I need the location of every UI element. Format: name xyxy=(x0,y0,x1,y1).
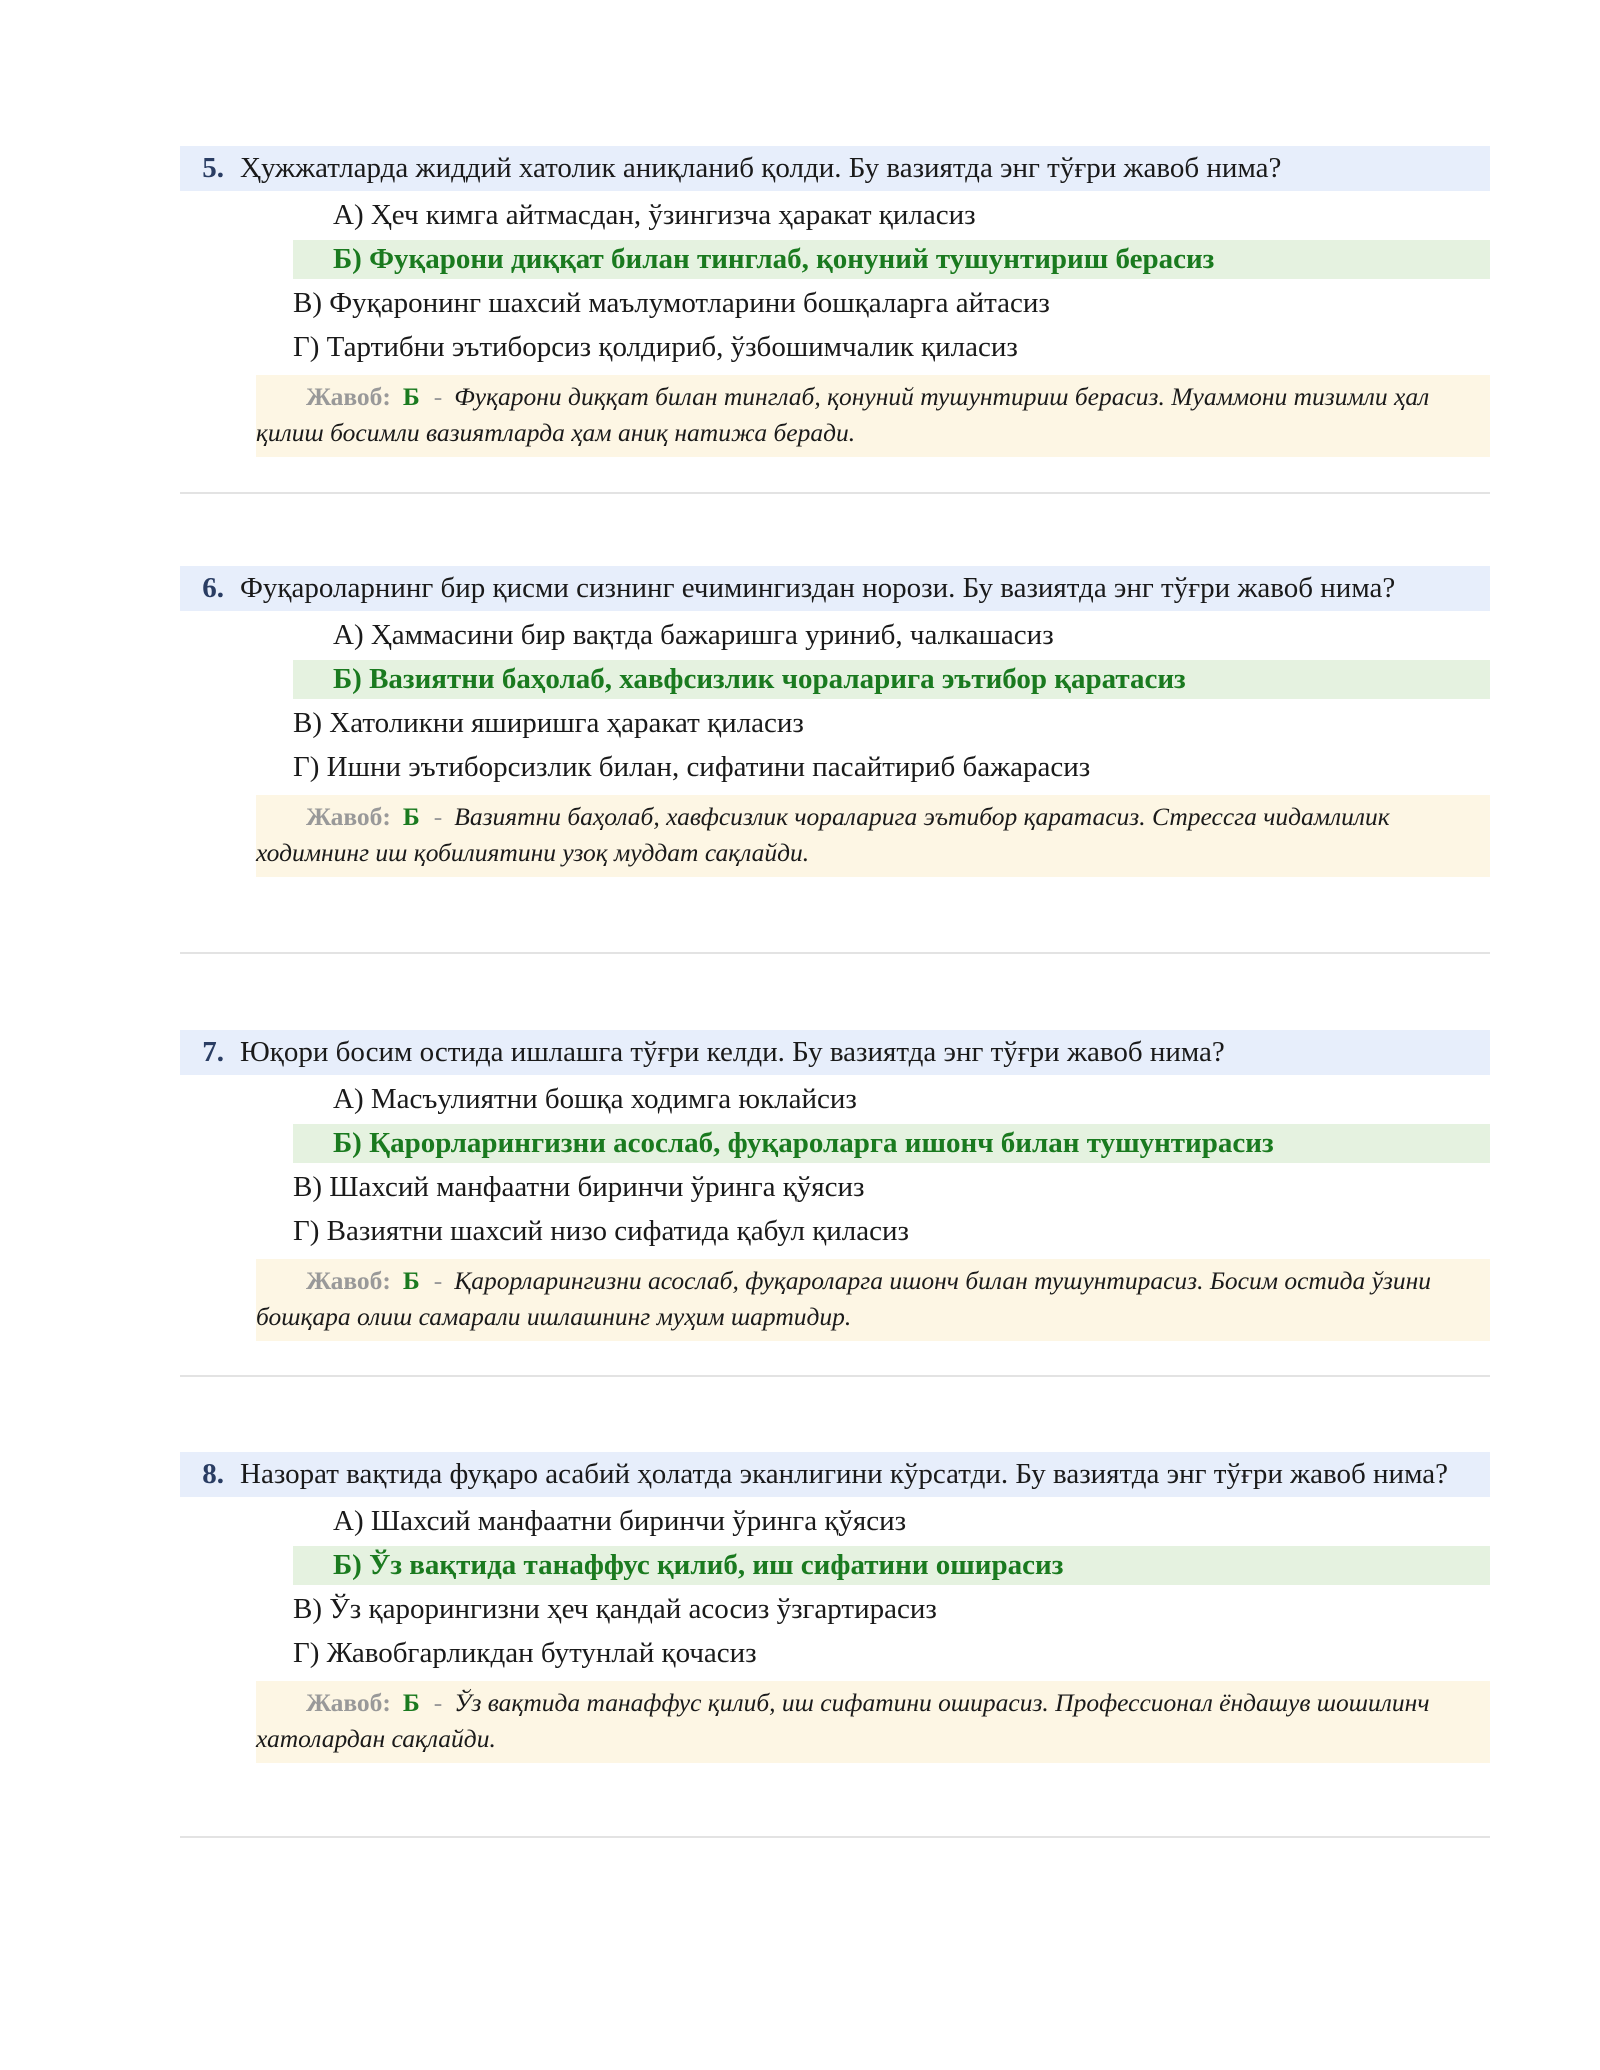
option-g: Г) Вазиятни шахсий низо сифатида қабул қиласиз xyxy=(293,1215,909,1247)
question-number: 6. xyxy=(202,572,224,604)
question-block xyxy=(180,1452,1490,1763)
question-block xyxy=(180,566,1490,877)
answer-key: Б xyxy=(402,382,420,411)
option-b-correct: Б) Қарорларингизни асослаб, фуқароларга ишонч билан тушунтирасиз xyxy=(293,1124,1490,1163)
question-number: 8. xyxy=(202,1458,224,1490)
section-divider xyxy=(180,952,1490,954)
answer-dash: - xyxy=(433,1266,443,1295)
answer-explanation xyxy=(256,375,1490,457)
option-b-correct: Б) Вазиятни баҳолаб, хавфсизлик чораларига эътибор қаратасиз xyxy=(293,660,1490,699)
answer-dash: - xyxy=(433,802,443,831)
question-text: Фуқароларнинг бир қисми сизнинг ечимингиздан норози. Бу вазиятда энг тўғри жавоб нима? xyxy=(240,572,1396,604)
question-block xyxy=(180,1030,1490,1341)
option-b-correct: Б) Фуқарони диққат билан тинглаб, қонуний тушунтириш берасиз xyxy=(293,240,1490,279)
answer-explanation xyxy=(256,1681,1490,1763)
answer-label: Жавоб: xyxy=(306,382,391,411)
answer-explanation xyxy=(256,795,1490,877)
option-a: А) Ҳеч кимга айтмасдан, ўзингизча ҳаракат қиласиз xyxy=(333,199,976,231)
answer-key: Б xyxy=(402,802,420,831)
question-text: Юқори босим остида ишлашга тўғри келди. Бу вазиятда энг тўғри жавоб нима? xyxy=(240,1036,1225,1068)
answer-label: Жавоб: xyxy=(306,1688,391,1717)
option-g: Г) Ишни эътиборсизлик билан, сифатини пасайтириб бажарасиз xyxy=(293,751,1091,783)
answer-text: Қарорларингизни асослаб, фуқароларга ишонч билан тушунтирасиз. Босим остида ўзини бошқара олиш самарали ишлашнинг муҳим шартидир. xyxy=(256,1266,1432,1331)
section-divider xyxy=(180,492,1490,494)
question-heading xyxy=(180,566,1490,611)
option-a: А) Ҳаммасини бир вақтда бажаришга уриниб, чалкашасиз xyxy=(333,619,1054,651)
section-divider xyxy=(180,1836,1490,1838)
answer-key: Б xyxy=(402,1688,420,1717)
question-heading xyxy=(180,146,1490,191)
question-heading xyxy=(180,1452,1490,1497)
answer-text: Вазиятни баҳолаб, хавфсизлик чораларига эътибор қаратасиз. Стрессга чидамлилик ходимнинг иш қобилиятини узоқ муддат сақлайди. xyxy=(256,802,1390,867)
question-block xyxy=(180,146,1490,457)
option-b-correct: Б) Ўз вақтида танаффус қилиб, иш сифатини оширасиз xyxy=(293,1546,1490,1585)
option-a: А) Шахсий манфаатни биринчи ўринга қўясиз xyxy=(333,1505,907,1537)
answer-text: Фуқарони диққат билан тинглаб, қонуний тушунтириш берасиз. Муаммони тизимли ҳал қилиш босимли вазиятларда ҳам аниқ натижа беради. xyxy=(256,382,1430,447)
question-text: Назорат вақтида фуқаро асабий ҳолатда эканлигини кўрсатди. Бу вазиятда энг тўғри жавоб нима? xyxy=(240,1458,1448,1490)
option-v: В) Фуқаронинг шахсий маълумотларини бошқаларга айтасиз xyxy=(293,287,1050,319)
option-g: Г) Жавобгарликдан бутунлай қочасиз xyxy=(293,1637,757,1669)
answer-key: Б xyxy=(402,1266,420,1295)
answer-explanation xyxy=(256,1259,1490,1341)
option-v: В) Хатоликни яширишга ҳаракат қиласиз xyxy=(293,707,804,739)
answer-dash: - xyxy=(433,1688,443,1717)
answer-text: Ўз вақтида танаффус қилиб, иш сифатини оширасиз. Профессионал ёндашув шошилинч хатолардан сақлайди. xyxy=(256,1688,1430,1753)
option-v: В) Шахсий манфаатни биринчи ўринга қўясиз xyxy=(293,1171,865,1203)
option-g: Г) Тартибни эътиборсиз қолдириб, ўзбошимчалик қиласиз xyxy=(293,331,1018,363)
question-heading xyxy=(180,1030,1490,1075)
question-number: 7. xyxy=(202,1036,224,1068)
answer-label: Жавоб: xyxy=(306,802,391,831)
question-number: 5. xyxy=(202,152,224,184)
option-v: В) Ўз қарорингизни ҳеч қандай асосиз ўзгартирасиз xyxy=(293,1593,937,1625)
option-a: А) Масъулиятни бошқа ходимга юклайсиз xyxy=(333,1083,857,1115)
question-text: Ҳужжатларда жиддий хатолик аниқланиб қолди. Бу вазиятда энг тўғри жавоб нима? xyxy=(240,152,1282,184)
answer-dash: - xyxy=(433,382,443,411)
section-divider xyxy=(180,1375,1490,1377)
answer-label: Жавоб: xyxy=(306,1266,391,1295)
